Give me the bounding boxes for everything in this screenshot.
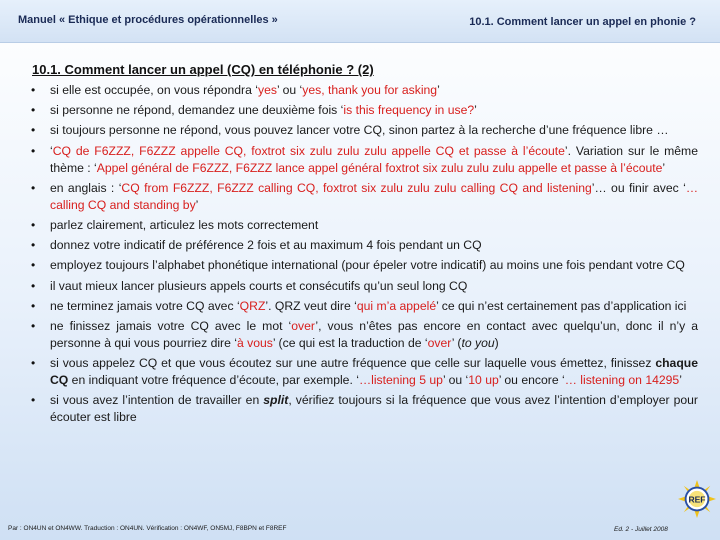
quoted-phrase: 10 up [468,373,499,388]
bullet-text: employez toujours l’alphabet phonétique international (pour épeler votre indicatif) au moins une fois pendant votre CQ [50,258,685,273]
bullet-text: chaque CQ [50,356,698,388]
bullet-text: ’, vous n’êtes pas encore en contact avec quelqu’un, donc il n’y a personne à qui vous pourriez dire ‘ [50,318,698,350]
bullet-text: il vaut mieux lancer plusieurs appels courts et consécutifs qu’un seul long CQ [50,278,468,293]
bullet-text: parlez clairement, articulez les mots correctement [50,217,319,232]
bullet-text: si elle est occupée, on vous répondra ‘ [50,83,258,97]
bullet-item [30,102,698,119]
manual-title: Manuel « Ethique et procédures opérationnelles » [18,14,278,26]
quoted-phrase: …listening 5 up [358,373,443,388]
bullet-text: ’ (ce qui est la traduction de ‘ [272,335,428,350]
bullet-text: en indiquant votre fréquence d’écoute, par exemple. ‘ [68,373,359,388]
quoted-phrase: CQ de F6ZZZ, F6ZZZ appelle CQ, foxtrot six zulu zulu zulu appelle CQ et passe à l’écoute [52,143,565,158]
bullet-text: ’… ou finir avec ‘ [591,180,686,195]
quoted-phrase: yes, thank you for asking [302,83,438,97]
section-title: 10.1. Comment lancer un appel en phonie ? [469,16,696,28]
bullet-item [30,278,698,295]
bullet-item [30,217,698,234]
page-title: 10.1. Comment lancer un appel (CQ) en téléphonie ? (2) [32,62,374,77]
bullet-text: , vérifiez toujours si la fréquence que vous avez l’intention d’employer pour écouter est libre [50,393,698,425]
bullet-text: si vous appelez CQ et que vous écoutez sur une autre fréquence que celle sur laquelle vous émettez, finissez [50,356,656,371]
bullet-item [30,257,698,274]
bullet-text: ’. Variation sur le même thème : ‘ [50,143,698,175]
quoted-phrase: yes [258,83,277,97]
quoted-phrase: …calling CQ and standing by [50,180,698,212]
quoted-phrase: CQ from F6ZZZ, F6ZZZ calling CQ, foxtrot six zulu zulu zulu calling CQ and listening [121,180,592,195]
bullet-item [30,180,698,214]
bullet-text: ’ ou ‘ [276,83,303,97]
bullet-text: si toujours personne ne répond, vous pouvez lancer votre CQ, sinon partez à la recherche d’une fréquence libre … [50,123,669,138]
ref-logo-text: REF [688,494,706,505]
bullet-text: ’ ou encore ‘ [498,373,565,388]
ref-logo-icon [678,480,716,518]
bullet-text: split [263,393,289,408]
quoted-phrase: Appel général de F6ZZZ, F6ZZZ lance appel général foxtrot six zulu zulu zulu appelle et passe à l’écoute [96,160,663,175]
bullet-text: ’ [679,373,682,388]
footer-edition: Ed. 2 - Juillet 2008 [614,526,668,533]
bullet-item [30,237,698,254]
bullet-text: ’ ( [451,335,462,350]
slide-header [0,0,720,43]
bullet-item [30,143,698,177]
bullet-text: ’ [437,83,440,97]
bullet-text: ne terminez jamais votre CQ avec ‘ [50,298,240,313]
bullet-item [30,392,698,426]
bullet-item [30,318,698,352]
quoted-phrase: is this frequency in use? [343,103,475,118]
quoted-phrase: over [427,335,452,350]
bullet-item [30,122,698,139]
bullet-item [30,82,698,99]
bullet-text: ’ ou ‘ [442,373,469,388]
bullet-text: ’ [474,103,477,118]
bullet-text: ’ [195,197,199,212]
quoted-phrase: over [291,318,316,333]
bullet-text: ’ ce qui n’est certainement pas d’application ici [436,298,687,313]
footer-credits: Par : ON4UN et ON4WW. Traduction : ON4UN. Vérification : ON4WF, ON5MJ, F8BPN et F8REF [8,525,287,532]
quoted-phrase: QRZ [239,298,266,313]
bullet-list [30,82,698,429]
bullet-text: si vous avez l’intention de travailler en [50,393,264,408]
bullet-text: en anglais : ‘ [50,180,122,195]
quoted-phrase: … listening on 14295 [564,373,680,388]
bullet-text: ’ [662,160,666,175]
bullet-item [30,298,698,315]
quoted-phrase: qui m’a appelé [356,298,437,313]
bullet-text: si personne ne répond, demandez une deuxième fois ‘ [50,103,344,118]
bullet-text: ) [494,335,499,350]
bullet-text: ‘ [50,143,53,158]
bullet-text: ’. QRZ veut dire ‘ [265,298,357,313]
bullet-text: ne finissez jamais votre CQ avec le mot ‘ [50,318,292,333]
bullet-text: to you [461,335,495,350]
bullet-item [30,355,698,389]
quoted-phrase: à vous [236,335,273,350]
bullet-text: donnez votre indicatif de préférence 2 fois et au maximum 4 fois pendant un CQ [50,238,482,253]
